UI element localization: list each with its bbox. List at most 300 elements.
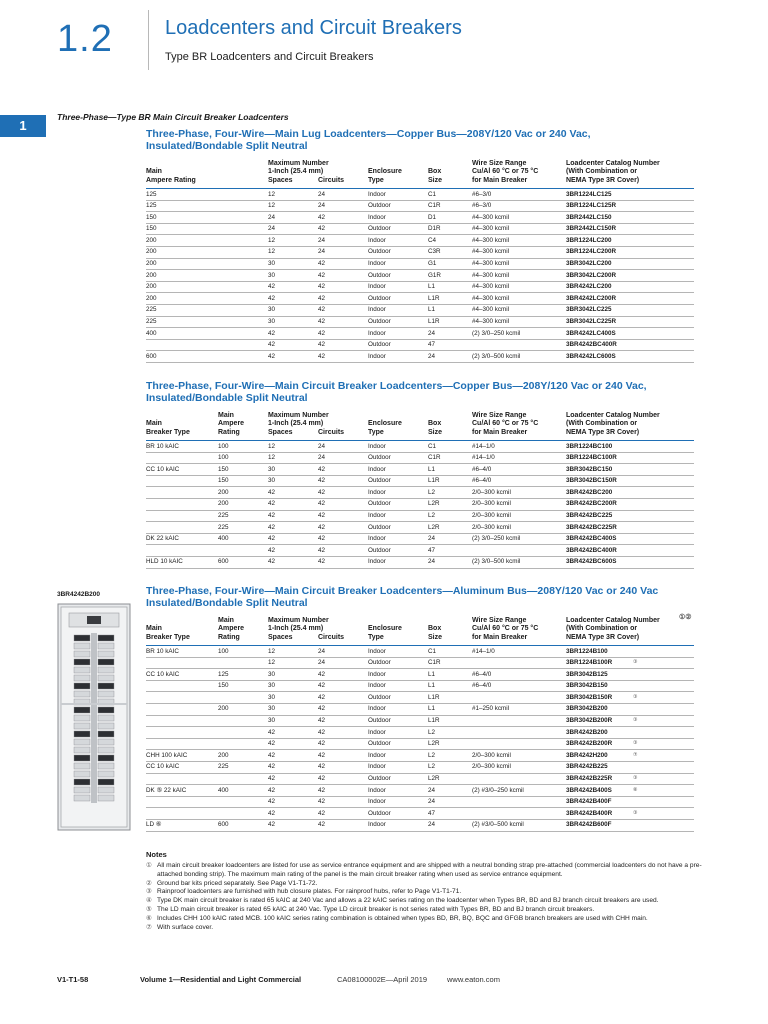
- cell-spaces: 30: [268, 717, 276, 725]
- cell-wire: 2/0–300 kcmil: [472, 763, 511, 771]
- breaker-slot: [74, 747, 90, 753]
- note-item: [146, 888, 706, 897]
- table-row: [146, 224, 694, 236]
- cell-enclosure: Outdoor: [368, 775, 391, 783]
- footer-volume: Volume 1—Residential and Light Commercial: [140, 975, 302, 984]
- cell-enclosure: Indoor: [368, 352, 386, 360]
- cell-spaces: 30: [268, 682, 276, 690]
- table-row: [146, 270, 694, 282]
- cell-catalog: 3BR4242BC200: [566, 488, 613, 496]
- breaker-slot: [74, 691, 90, 697]
- note-item: [146, 906, 706, 915]
- cell-spaces: 12: [268, 647, 276, 655]
- cell-spaces: 42: [268, 809, 276, 817]
- page-subtitle: Type BR Loadcenters and Circuit Breakers: [165, 51, 374, 63]
- cell-wire: 2/0–300 kcmil: [472, 500, 511, 508]
- table-row: [146, 453, 694, 465]
- cell-main: DK ⑤ 22 kAIC: [146, 786, 187, 794]
- cell-catalog: 3BR4242B400R: [566, 809, 613, 817]
- column-header-catalog: Loadcenter Catalog Number (With Combination or NEMA Type 3R Cover): [566, 411, 660, 436]
- cell-spaces: 42: [268, 512, 276, 520]
- note-text: All main circuit breaker loadcenters are listed for use as service entrance equipment and are shipped with a neutral bonding strap pre-attached (commercial loadcenters do not have a pre-attached bonding strip). The maximum main rating of the panel is the main circuit breaker rating when used as service entrance equipment.: [157, 862, 702, 878]
- cell-wire: (2) 3/0–250 kcmil: [472, 535, 521, 543]
- cell-rating: 200: [218, 500, 229, 508]
- cell-box: C1R: [428, 659, 441, 667]
- breaker-slot: [98, 659, 114, 665]
- table-row: [146, 545, 694, 557]
- cell-box: 24: [428, 329, 436, 337]
- table-row: [146, 762, 694, 774]
- cell-circuits: 42: [318, 546, 326, 554]
- table-row: [146, 522, 694, 534]
- breaker-slot: [98, 675, 114, 681]
- cell-spaces: 12: [268, 202, 276, 210]
- cell-circuits: 42: [318, 775, 326, 783]
- cell-catalog: 3BR4242LC200: [566, 283, 612, 291]
- table-row: [146, 750, 694, 762]
- cell-main: DK 22 kAIC: [146, 535, 179, 543]
- cell-rating: 600: [218, 558, 229, 566]
- cell-catalog: 3BR4242B225R: [566, 775, 613, 783]
- table-title: [146, 585, 694, 609]
- column-header-main: Main Breaker Type: [146, 420, 190, 436]
- cell-footnote-mark: ③: [633, 693, 638, 700]
- column-header-spaces: Maximum Number 1-Inch (25.4 mm) Spaces: [268, 616, 329, 641]
- cell-wire: #4–300 kcmil: [472, 271, 510, 279]
- cell-main: 600: [146, 352, 157, 360]
- cell-spaces: 42: [268, 775, 276, 783]
- cell-spaces: 24: [268, 213, 276, 221]
- cell-enclosure: Outdoor: [368, 546, 391, 554]
- cell-catalog: 3BR3042B200: [566, 705, 608, 713]
- cell-circuits: 42: [318, 465, 326, 473]
- cell-enclosure: Outdoor: [368, 717, 391, 725]
- cell-spaces: 42: [268, 751, 276, 759]
- cell-rating: 100: [218, 647, 229, 655]
- table-row: [146, 557, 694, 569]
- cell-wire: 2/0–300 kcmil: [472, 751, 511, 759]
- breaker-slot: [74, 779, 90, 785]
- cell-enclosure: Indoor: [368, 236, 386, 244]
- table-row: [146, 716, 694, 728]
- cell-enclosure: Outdoor: [368, 454, 391, 462]
- notes-list: [146, 862, 706, 932]
- cell-spaces: 42: [268, 488, 276, 496]
- cell-enclosure: Outdoor: [368, 693, 391, 701]
- cell-box: L2: [428, 751, 436, 759]
- cell-circuits: 42: [318, 225, 326, 233]
- breaker-slot: [98, 723, 114, 729]
- note-text: Type DK main circuit breaker is rated 65 kAIC at 240 Vac and allows a 22 kAIC series rating on the loadcenter when Types BR, BD and BJ branch circuit breakers are used.: [157, 897, 659, 905]
- cell-box: C4: [428, 236, 437, 244]
- cell-circuits: 42: [318, 213, 326, 221]
- breaker-slot: [74, 723, 90, 729]
- cell-spaces: 30: [268, 705, 276, 713]
- table-row: [146, 441, 694, 453]
- breaker-slot: [98, 771, 114, 777]
- cell-footnote-mark: ⑧: [633, 786, 638, 793]
- note-marker: ③: [146, 888, 152, 896]
- breaker-slot: [74, 683, 90, 689]
- cell-box: 24: [428, 786, 436, 794]
- cell-footnote-mark: ③: [633, 717, 638, 724]
- cell-catalog: 3BR2442LC150: [566, 213, 612, 221]
- cell-box: L1: [428, 306, 436, 314]
- table-row: [146, 351, 694, 363]
- cell-wire: #6–4/0: [472, 670, 492, 678]
- cell-catalog: 3BR4242B200R: [566, 740, 613, 748]
- cell-catalog: 3BR4242B600F: [566, 821, 612, 829]
- cell-enclosure: Indoor: [368, 512, 386, 520]
- chapter-tab: 1: [0, 115, 46, 137]
- breaker-slot: [98, 731, 114, 737]
- cell-main: CC 10 kAIC: [146, 763, 180, 771]
- cell-rating: 200: [218, 751, 229, 759]
- cell-circuits: 42: [318, 341, 326, 349]
- table-row: [146, 774, 694, 786]
- cell-enclosure: Indoor: [368, 306, 386, 314]
- note-marker: ⑤: [146, 905, 152, 913]
- notes-section: [146, 850, 706, 932]
- cell-footnote-mark: ③: [633, 740, 638, 747]
- cell-spaces: 42: [268, 558, 276, 566]
- cell-circuits: 42: [318, 488, 326, 496]
- cell-circuits: 42: [318, 294, 326, 302]
- column-header-wire: Wire Size Range Cu/Al 60 °C or 75 °C for Main Breaker: [472, 616, 539, 641]
- cell-box: C1R: [428, 202, 441, 210]
- cell-wire: #6–4/0: [472, 477, 492, 485]
- column-header-enclosure: Enclosure Type: [368, 625, 402, 641]
- cell-box: L1: [428, 283, 436, 291]
- catalog-footnote-marks: ①②: [679, 613, 692, 621]
- cell-box: L2R: [428, 523, 440, 531]
- cell-main: CC 10 kAIC: [146, 465, 180, 473]
- cell-circuits: 42: [318, 763, 326, 771]
- cell-main: 200: [146, 260, 157, 268]
- cell-spaces: 24: [268, 225, 276, 233]
- cell-enclosure: Indoor: [368, 535, 386, 543]
- column-header-circuits: Circuits: [318, 428, 345, 436]
- cell-spaces: 12: [268, 236, 276, 244]
- cell-circuits: 42: [318, 500, 326, 508]
- table-row: [146, 727, 694, 739]
- cell-box: L1: [428, 682, 436, 690]
- note-marker: ②: [146, 879, 152, 887]
- cell-spaces: 30: [268, 260, 276, 268]
- cell-catalog: 3BR4242LC600S: [566, 352, 616, 360]
- cell-catalog: 3BR4242B400F: [566, 798, 612, 806]
- table-row: [146, 511, 694, 523]
- footer-catalog: CA08100002E—April 2019: [337, 975, 428, 984]
- cell-circuits: 24: [318, 454, 326, 462]
- breaker-slot: [98, 707, 114, 713]
- cell-enclosure: Indoor: [368, 670, 386, 678]
- breaker-slot: [98, 667, 114, 673]
- cell-circuits: 42: [318, 329, 326, 337]
- cell-box: 24: [428, 821, 436, 829]
- cell-catalog: 3BR4242BC400S: [566, 535, 617, 543]
- loadcenter-panel-image: [57, 603, 131, 831]
- cell-circuits: 42: [318, 809, 326, 817]
- cell-circuits: 42: [318, 523, 326, 531]
- cell-rating: 125: [218, 670, 229, 678]
- table-title-line: Three-Phase, Four-Wire—Main Circuit Breaker Loadcenters—Aluminum Bus—208Y/120 Vac or 240 Vac: [146, 585, 659, 597]
- cell-catalog: 3BR3042B125: [566, 670, 608, 678]
- cell-catalog: 3BR3042B150R: [566, 693, 613, 701]
- cell-circuits: 24: [318, 236, 326, 244]
- cell-catalog: 3BR3042LC225: [566, 306, 612, 314]
- cell-spaces: 12: [268, 454, 276, 462]
- cell-main: CHH 100 kAIC: [146, 751, 188, 759]
- cell-enclosure: Outdoor: [368, 341, 391, 349]
- table-title-line: Insulated/Bondable Split Neutral: [146, 597, 308, 609]
- cell-wire: #4–300 kcmil: [472, 260, 510, 268]
- breaker-slot: [74, 715, 90, 721]
- cell-rating: 150: [218, 682, 229, 690]
- cell-circuits: 42: [318, 728, 326, 736]
- breaker-slot: [74, 707, 90, 713]
- cell-spaces: 42: [268, 798, 276, 806]
- cell-catalog: 3BR1224B100: [566, 647, 608, 655]
- note-item: [146, 897, 706, 906]
- breaker-slot: [98, 747, 114, 753]
- column-header-box: Box Size: [428, 625, 443, 641]
- cell-main: 200: [146, 283, 157, 291]
- cell-rating: 100: [218, 442, 229, 450]
- cell-box: D1: [428, 213, 437, 221]
- cell-circuits: 24: [318, 202, 326, 210]
- table-row: [146, 658, 694, 670]
- breaker-slot: [74, 787, 90, 793]
- cell-box: C1R: [428, 454, 441, 462]
- table-row: [146, 464, 694, 476]
- cell-box: 24: [428, 798, 436, 806]
- cell-catalog: 3BR1224BC100: [566, 442, 613, 450]
- cell-circuits: 42: [318, 318, 326, 326]
- cell-enclosure: Indoor: [368, 821, 386, 829]
- table-row: [146, 476, 694, 488]
- cell-box: L1: [428, 465, 436, 473]
- column-header-enclosure: Enclosure Type: [368, 420, 402, 436]
- cell-enclosure: Indoor: [368, 190, 386, 198]
- cell-box: C1: [428, 647, 437, 655]
- cell-spaces: 12: [268, 190, 276, 198]
- cell-circuits: 24: [318, 442, 326, 450]
- table-row: [146, 305, 694, 317]
- breaker-slot: [74, 739, 90, 745]
- cell-spaces: 30: [268, 306, 276, 314]
- cell-enclosure: Outdoor: [368, 294, 391, 302]
- table-title-line: Three-Phase, Four-Wire—Main Lug Loadcenters—Copper Bus—208Y/120 Vac or 240 Vac,: [146, 128, 591, 140]
- cell-spaces: 42: [268, 821, 276, 829]
- cell-catalog: 3BR1224LC125: [566, 190, 612, 198]
- column-header-circuits: Circuits: [318, 176, 345, 184]
- cell-enclosure: Indoor: [368, 682, 386, 690]
- cell-enclosure: Outdoor: [368, 202, 391, 210]
- cell-enclosure: Outdoor: [368, 318, 391, 326]
- cell-spaces: 42: [268, 294, 276, 302]
- cell-box: L2: [428, 512, 436, 520]
- table-row: [146, 340, 694, 352]
- cell-wire: #4–300 kcmil: [472, 283, 510, 291]
- breaker-slot: [74, 755, 90, 761]
- section-number: 1.2: [57, 18, 113, 60]
- cell-enclosure: Outdoor: [368, 500, 391, 508]
- breaker-slot: [74, 771, 90, 777]
- cell-box: G1: [428, 260, 437, 268]
- breaker-slot: [74, 795, 90, 801]
- cell-circuits: 42: [318, 283, 326, 291]
- table-title-line: Three-Phase, Four-Wire—Main Circuit Breaker Loadcenters—Copper Bus—208Y/120 Vac or 240 Vac,: [146, 380, 647, 392]
- cell-box: L2R: [428, 740, 440, 748]
- cell-enclosure: Outdoor: [368, 477, 391, 485]
- cell-box: L1R: [428, 318, 440, 326]
- cell-catalog: 3BR4242BC400R: [566, 546, 617, 554]
- breaker-slot: [98, 643, 114, 649]
- cell-wire: (2) 3/0–500 kcmil: [472, 558, 521, 566]
- column-header-main: Main Breaker Type: [146, 625, 190, 641]
- cell-enclosure: Indoor: [368, 705, 386, 713]
- cell-box: C1: [428, 442, 437, 450]
- product-image-label: 3BR4242B200: [57, 591, 101, 598]
- cell-wire: #4–300 kcmil: [472, 236, 510, 244]
- cell-catalog: 3BR4242LC200R: [566, 294, 617, 302]
- cell-spaces: 42: [268, 728, 276, 736]
- breaker-slot: [74, 667, 90, 673]
- footer-website[interactable]: www.eaton.com: [447, 975, 500, 984]
- note-marker: ⑦: [146, 923, 152, 931]
- cell-catalog: 3BR3042B200R: [566, 717, 613, 725]
- cell-wire: #6–4/0: [472, 465, 492, 473]
- cell-enclosure: Indoor: [368, 786, 386, 794]
- cell-circuits: 42: [318, 260, 326, 268]
- cell-enclosure: Indoor: [368, 728, 386, 736]
- cell-spaces: 12: [268, 442, 276, 450]
- cell-spaces: 12: [268, 248, 276, 256]
- cell-rating: 200: [218, 488, 229, 496]
- cell-box: L1R: [428, 717, 440, 725]
- cell-circuits: 42: [318, 558, 326, 566]
- cell-main: 200: [146, 248, 157, 256]
- breaker-slot: [98, 739, 114, 745]
- cell-main: 125: [146, 190, 157, 198]
- cell-enclosure: Outdoor: [368, 740, 391, 748]
- cell-wire: #14–1/0: [472, 442, 495, 450]
- cell-spaces: 42: [268, 352, 276, 360]
- cell-rating: 225: [218, 523, 229, 531]
- cell-enclosure: Indoor: [368, 329, 386, 337]
- cell-circuits: 42: [318, 821, 326, 829]
- cell-circuits: 24: [318, 190, 326, 198]
- note-item: [146, 924, 706, 933]
- table-row: [146, 293, 694, 305]
- table-row: [146, 534, 694, 546]
- cell-box: 24: [428, 558, 436, 566]
- table-row: [146, 317, 694, 329]
- cell-spaces: 42: [268, 786, 276, 794]
- column-header-wire: Wire Size Range Cu/Al 60 °C or 75 °C for Main Breaker: [472, 411, 539, 436]
- column-header-main: Main Ampere Rating: [146, 168, 196, 184]
- cell-box: 47: [428, 546, 436, 554]
- cell-spaces: 42: [268, 500, 276, 508]
- column-header-spaces: Maximum Number 1-Inch (25.4 mm) Spaces: [268, 159, 329, 184]
- cell-catalog: 3BR4242BC400R: [566, 341, 617, 349]
- cell-wire: (2) #3/0–250 kcmil: [472, 786, 524, 794]
- table-row: [146, 499, 694, 511]
- cell-box: C3R: [428, 248, 441, 256]
- table-header: [146, 613, 694, 646]
- cell-spaces: 30: [268, 318, 276, 326]
- cell-enclosure: Indoor: [368, 260, 386, 268]
- cell-rating: 150: [218, 465, 229, 473]
- cell-enclosure: Indoor: [368, 763, 386, 771]
- cell-circuits: 24: [318, 647, 326, 655]
- cell-box: 24: [428, 535, 436, 543]
- table-row: [146, 797, 694, 809]
- cell-rating: 200: [218, 705, 229, 713]
- cell-catalog: 3BR1224BC100R: [566, 454, 617, 462]
- column-header-catalog: Loadcenter Catalog Number (With Combination or NEMA Type 3R Cover): [566, 616, 660, 641]
- product-table: [146, 380, 694, 569]
- table-row: [146, 785, 694, 797]
- table-row: [146, 669, 694, 681]
- table-row: [146, 820, 694, 832]
- cell-catalog: 3BR4242LC400S: [566, 329, 616, 337]
- cell-wire: (2) 3/0–500 kcmil: [472, 352, 521, 360]
- cell-enclosure: Outdoor: [368, 659, 391, 667]
- cell-box: L1R: [428, 477, 440, 485]
- cell-enclosure: Indoor: [368, 465, 386, 473]
- cell-enclosure: Indoor: [368, 488, 386, 496]
- cell-wire: #4–300 kcmil: [472, 225, 510, 233]
- cell-main: BR 10 kAIC: [146, 442, 179, 450]
- footer-page-number: V1-T1-58: [57, 975, 89, 984]
- table-row: [146, 487, 694, 499]
- cell-catalog: 3BR4242BC600S: [566, 558, 617, 566]
- cell-circuits: 42: [318, 798, 326, 806]
- cell-rating: 225: [218, 512, 229, 520]
- cell-main: BR 10 kAIC: [146, 647, 179, 655]
- cell-footnote-mark: ③: [633, 809, 638, 816]
- note-item: [146, 880, 706, 889]
- cell-rating: 150: [218, 477, 229, 485]
- cell-catalog: 3BR3042B150: [566, 682, 608, 690]
- cell-main: 400: [146, 329, 157, 337]
- cell-catalog: 3BR2442LC150R: [566, 225, 617, 233]
- cell-wire: 2/0–300 kcmil: [472, 523, 511, 531]
- cell-circuits: 42: [318, 693, 326, 701]
- cell-circuits: 42: [318, 535, 326, 543]
- cell-catalog: 3BR1224LC200R: [566, 248, 617, 256]
- breaker-slot: [98, 787, 114, 793]
- cell-spaces: 30: [268, 271, 276, 279]
- cell-enclosure: Indoor: [368, 283, 386, 291]
- table-row: [146, 247, 694, 259]
- breaker-slot: [74, 643, 90, 649]
- cell-box: 24: [428, 352, 436, 360]
- cell-wire: #6–4/0: [472, 682, 492, 690]
- cell-main: 200: [146, 236, 157, 244]
- cell-enclosure: Outdoor: [368, 271, 391, 279]
- breaker-slot: [74, 731, 90, 737]
- column-header-catalog: Loadcenter Catalog Number (With Combination or NEMA Type 3R Cover): [566, 159, 660, 184]
- cell-circuits: 24: [318, 659, 326, 667]
- column-header-circuits: Circuits: [318, 633, 345, 641]
- cell-rating: 100: [218, 454, 229, 462]
- breaker-slot: [98, 795, 114, 801]
- header-divider: [148, 10, 149, 70]
- cell-main: 150: [146, 213, 157, 221]
